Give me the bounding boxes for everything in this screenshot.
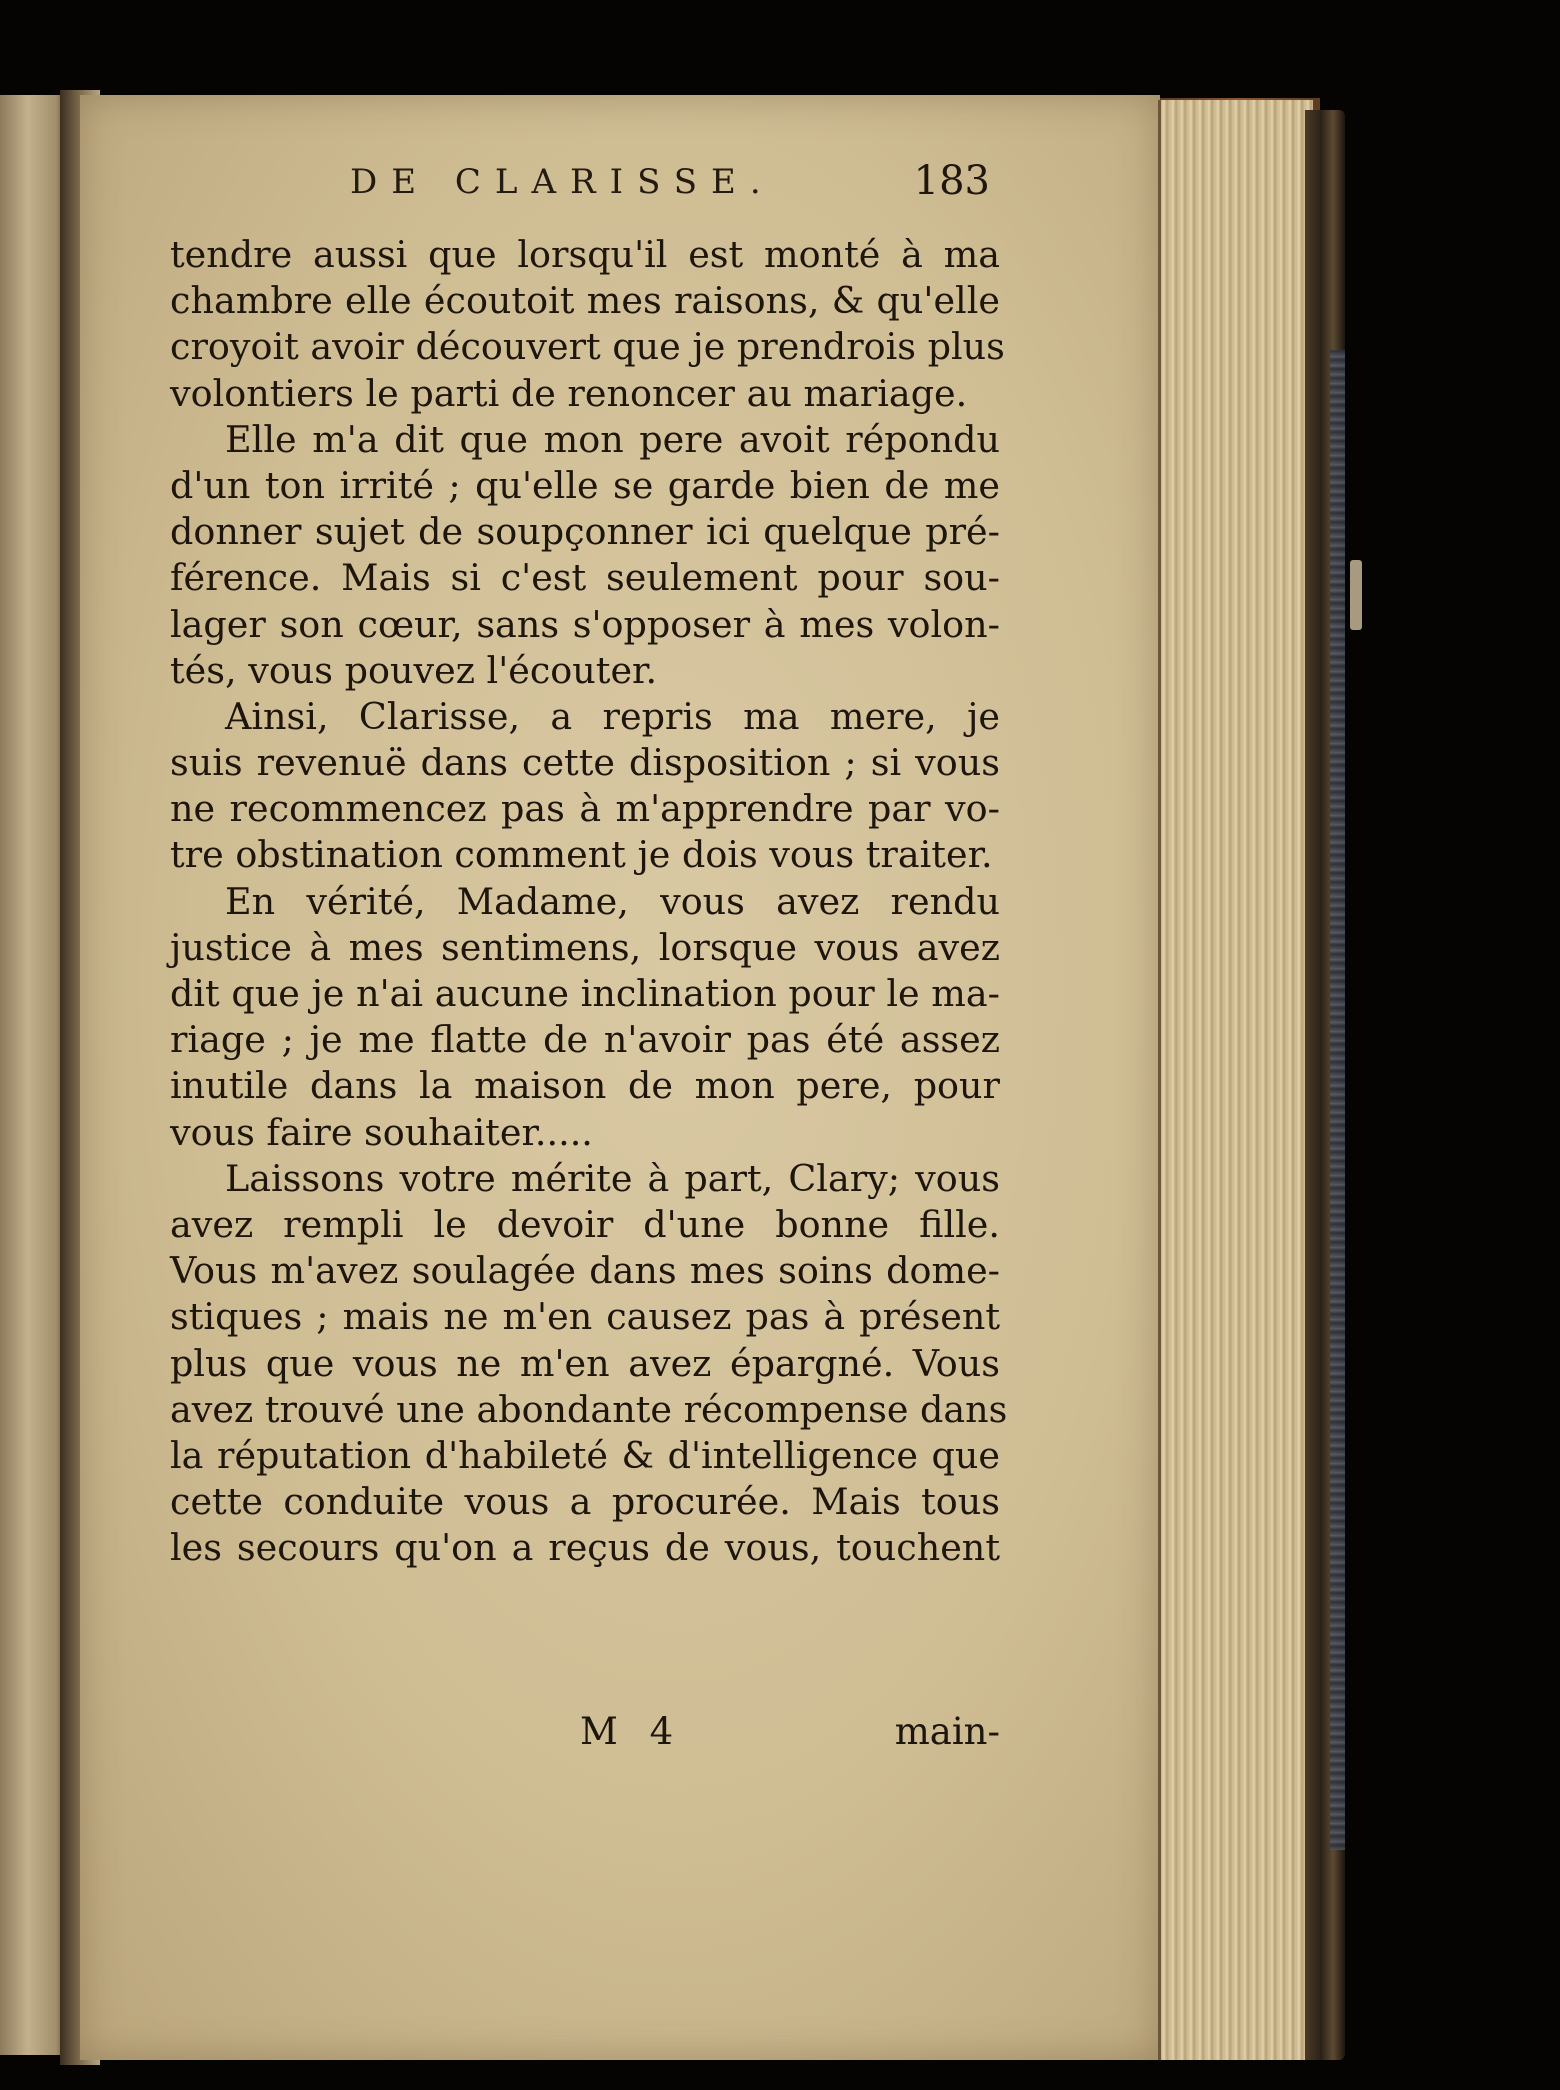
running-head (180, 150, 990, 210)
text-line: inutile dans la maison de mon pere, pour (170, 1064, 1000, 1108)
text-line: dit que je n'ai aucune inclination pour le ma- (170, 972, 1000, 1015)
text-line: Vous m'avez soulagée dans mes soins dome- (170, 1249, 1000, 1293)
text-line: tre obstination comment je dois vous traiter. (170, 833, 993, 877)
text-line: Ainsi, Clarisse, a repris ma mere, je (225, 694, 1000, 738)
running-title: DE CLARISSE. (350, 162, 775, 202)
text-line: férence. Mais si c'est seulement pour sou- (170, 556, 1000, 600)
text-line: d'un ton irrité ; qu'elle se garde bien de me (170, 463, 1000, 507)
text-line: Elle m'a dit que mon pere avoit répondu (225, 417, 1000, 461)
text-line: la réputation d'habileté & d'intelligence que (170, 1433, 1000, 1477)
text-line: chambre elle écoutoit mes raisons, & qu'elle (170, 279, 1000, 323)
text-line: Laissons votre mérite à part, Clary; vous (225, 1156, 1000, 1200)
text-line: riage ; je me flatte de n'avoir pas été assez (170, 1018, 1000, 1062)
fore-edge (1158, 100, 1313, 2060)
text-line: avez trouvé une abondante récompense dans (170, 1387, 1008, 1431)
text-line: plus que vous ne m'en avez épargné. Vous (170, 1341, 1000, 1385)
text-line: suis revenuë dans cette disposition ; si vous (170, 741, 1000, 785)
text-line: les secours qu'on a reçus de vous, touchent (170, 1526, 1000, 1570)
text-line: tendre aussi que lorsqu'il est monté à ma (170, 233, 1000, 276)
catchword: main- (894, 1710, 1000, 1753)
text-line: tés, vous pouvez l'écouter. (170, 648, 658, 692)
text-line: donner sujet de soupçonner ici quelque pré- (170, 510, 1000, 554)
signature-mark: M 4 (580, 1710, 684, 1753)
text-line: justice à mes sentimens, lorsque vous avez (170, 925, 1000, 969)
text-line: avez rempli le devoir d'une bonne fille. (170, 1202, 1000, 1246)
text-line: vous faire souhaiter..... (170, 1110, 593, 1154)
footer-row (170, 1710, 1000, 1760)
text-line: lager son cœur, sans s'opposer à mes volon- (170, 602, 1000, 646)
text-line: croyoit avoir découvert que je prendrois plus (170, 325, 1005, 369)
page-number: 183 (913, 158, 990, 204)
text-line: stiques ; mais ne m'en causez pas à présent (170, 1295, 1000, 1339)
text-line: ne recommencez pas à m'apprendre par vo- (170, 787, 1000, 831)
text-line: cette conduite vous a procurée. Mais tous (170, 1480, 1000, 1524)
page-tab-marker (1350, 560, 1362, 630)
text-line: En vérité, Madame, vous avez rendu (225, 879, 1000, 923)
body-text (170, 232, 1008, 1571)
cover-board (1330, 350, 1345, 1850)
text-line: volontiers le parti de renoncer au mariage. (170, 371, 968, 415)
